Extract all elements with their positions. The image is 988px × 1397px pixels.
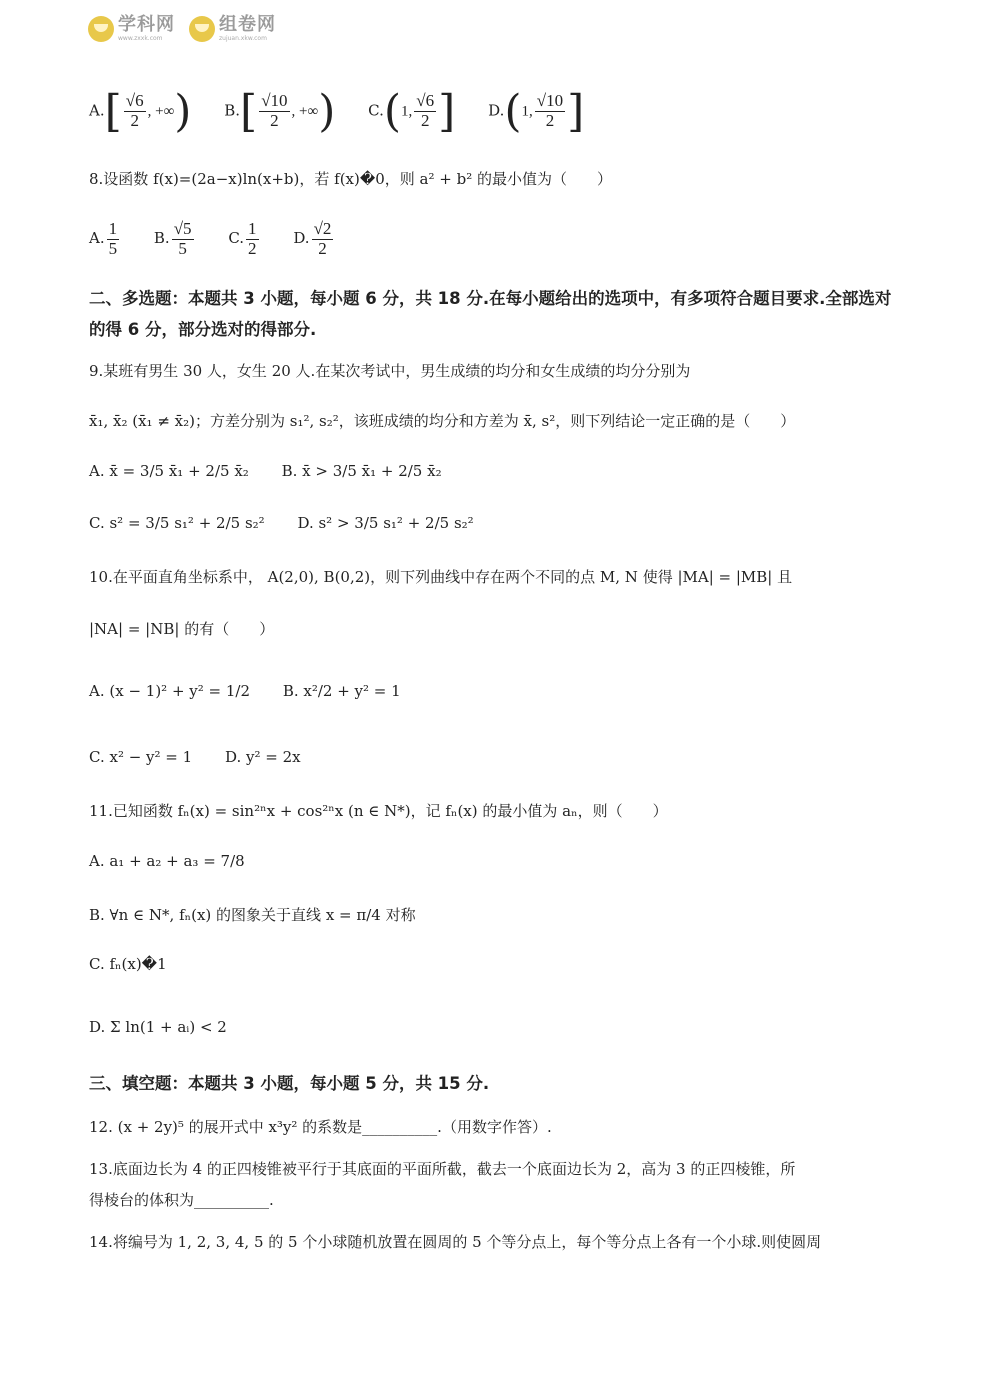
q8-option-c: C. $\frac{1}{2}$ <box>228 219 257 258</box>
q9-stem-line1: 9.某班有男生 30 人，女生 20 人.在某次考试中，男生成绩的均分和女生成绩的均分分别为 <box>89 362 691 380</box>
q10-option-d: D. y² = 2x <box>224 748 301 766</box>
q13-line2: 得棱台的体积为__________. <box>89 1191 274 1209</box>
q9-option-d: D. s² > 3/5 s₁² + 2/5 s₂² <box>297 514 474 532</box>
q10-options-row1 <box>89 682 429 700</box>
q13-line1: 13.底面边长为 4 的正四棱锥被平行于其底面的平面所截，截去一个底面边长为 2，高为 3 的正四棱锥，所 <box>89 1160 796 1178</box>
q7-option-c: C.(1, $\frac{√6}{2}$ ] <box>368 86 456 137</box>
q8-option-d: D. $\frac{√2}{2}$ <box>293 219 332 258</box>
q8-stem: 8.设函数 f(x)=(2a−x)ln(x+b)，若 f(x)�0，则 a² + b² 的最小值为（ ） <box>89 170 612 188</box>
xuekewang-logo <box>88 16 175 42</box>
q9-option-c: C. s² = 3/5 s₁² + 2/5 s₂² <box>89 514 265 532</box>
q10-stem-line1: 10.在平面直角坐标系中， A(2,0), B(0,2)，则下列曲线中存在两个不同的点 M, N 使得 |MA| = |MB| 且 <box>89 568 793 586</box>
q12-text: 12. (x + 2y)⁵ 的展开式中 x³y² 的系数是__________.（用数字作答）. <box>89 1118 552 1136</box>
logo1-name: 学科网 <box>118 14 175 35</box>
q9-options-row1 <box>89 462 470 480</box>
zujuanwang-logo <box>189 16 276 42</box>
q10-options-row2 <box>89 748 329 766</box>
q14-line1: 14.将编号为 1, 2, 3, 4, 5 的 5 个小球随机放置在圆周的 5 个等分点上，每个等分点上各有一个小球.则使圆周 <box>89 1233 822 1251</box>
q8-option-b: B. $\frac{√5}{5}$ <box>153 219 192 258</box>
q10-option-c: C. x² − y² = 1 <box>89 748 193 766</box>
q7-options <box>89 86 612 137</box>
logo1-url: www.zxxk.com <box>118 35 163 42</box>
q11-stem: 11.已知函数 fₙ(x) = sin²ⁿx + cos²ⁿx (n ∈ N*)，记 fₙ(x) 的最小值为 aₙ，则（ ） <box>89 802 668 820</box>
section3-title: 三、填空题：本题共 3 小题，每小题 5 分，共 15 分. <box>89 1074 490 1093</box>
section2-title: 二、多选题：本题共 3 小题，每小题 6 分，共 18 分.在每小题给出的选项中，有多项符合题目要求.全部选对的得 6 分，部分选对的得部分. <box>89 289 892 339</box>
q9-option-a: A. x̄ = 3/5 x̄₁ + 2/5 x̄₂ <box>89 462 249 480</box>
q9-options-row2 <box>89 514 502 532</box>
q9-option-b: B. x̄ > 3/5 x̄₁ + 2/5 x̄₂ <box>281 462 442 480</box>
q11-option-d: D. Σ ln(1 + aᵢ) < 2 <box>89 1018 227 1036</box>
q10-option-b: B. x²/2 + y² = 1 <box>282 682 401 700</box>
q10-stem-line2: |NA| = |NB| 的有（ ） <box>89 620 275 638</box>
q11-option-b: B. ∀n ∈ N*, fₙ(x) 的图象关于直线 x = π/4 对称 <box>89 906 416 924</box>
q7-option-b: B.[ $\frac{√10}{2}$ , +∞) <box>224 86 336 137</box>
q9-stem-line2: x̄₁, x̄₂ (x̄₁ ≠ x̄₂)；方差分别为 s₁², s₂²，该班成绩的均分和方差为 x̄, s²，则下列结论一定正确的是（ ） <box>89 412 796 430</box>
header-logos <box>88 16 276 42</box>
logo2-name: 组卷网 <box>219 14 276 35</box>
logo2-url: zujuan.xkw.com <box>219 35 267 42</box>
q8-options <box>89 220 363 258</box>
q7-option-d: D.(1, $\frac{√10}{2}$ ] <box>488 86 585 137</box>
owl-logo-icon <box>88 16 114 42</box>
q7-option-a: A.[ $\frac{√6}{2}$ , +∞) <box>89 86 192 137</box>
q11-option-c: C. fₙ(x)�1 <box>89 955 167 973</box>
q11-option-a: A. a₁ + a₂ + a₃ = 7/8 <box>89 852 245 870</box>
q10-option-a: A. (x − 1)² + y² = 1/2 <box>89 682 251 700</box>
owl-logo-icon <box>189 16 215 42</box>
q8-option-a: A. $\frac{1}{5}$ <box>89 219 118 258</box>
